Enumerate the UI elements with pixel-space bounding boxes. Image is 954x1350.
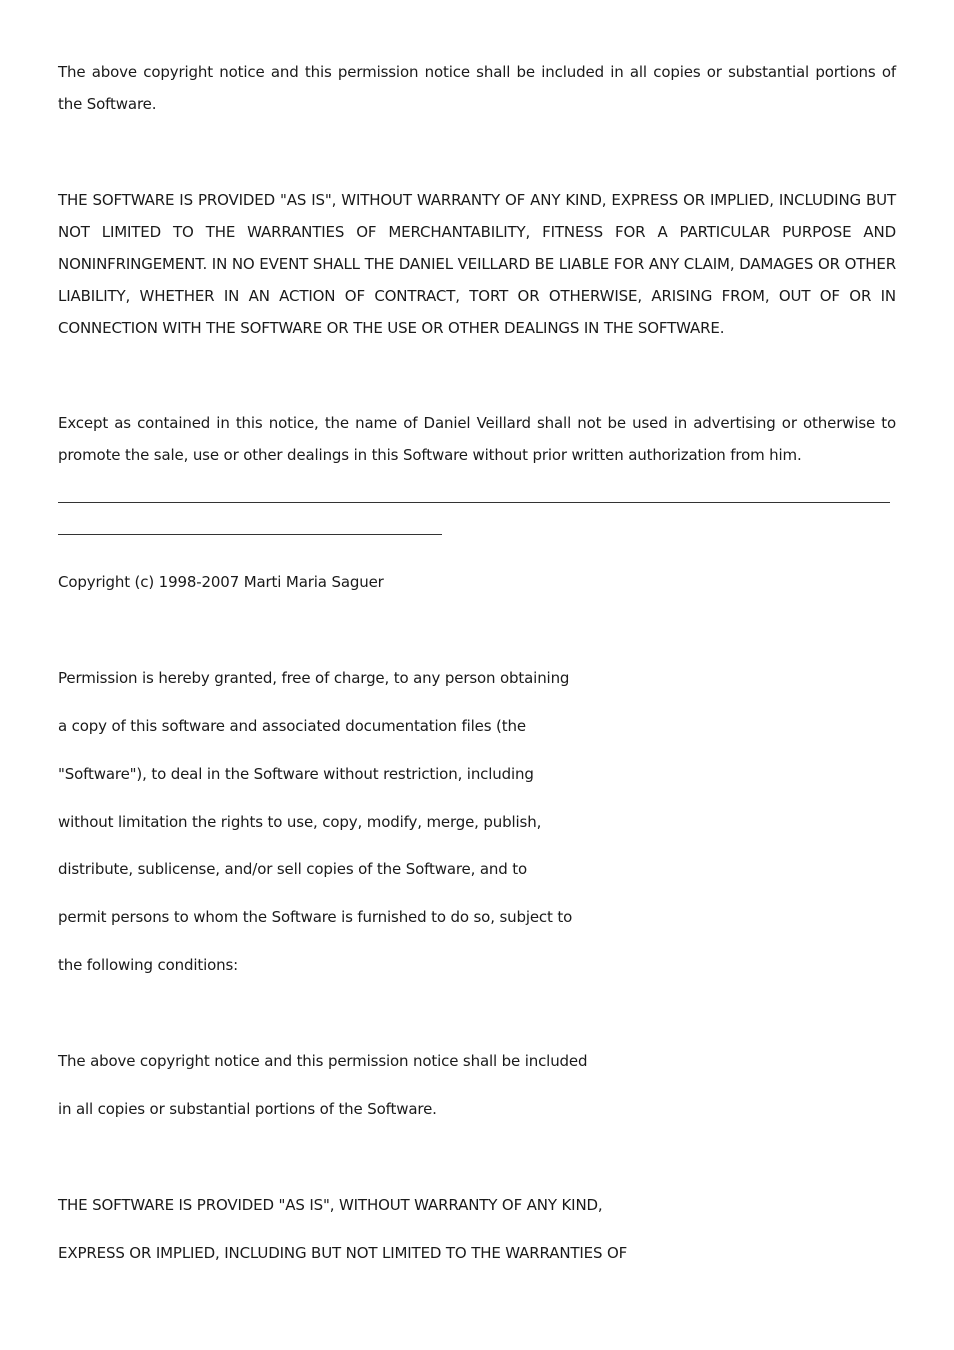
advertising-restriction-paragraph: Except as contained in this notice, the name of Daniel Veillard shall not be used in advertising or otherwise to promote the sale, use or other dealings in this Software without prior written authorization from him. (58, 414, 896, 464)
warranty-line: THE SOFTWARE IS PROVIDED "AS IS", WITHOUT WARRANTY OF ANY KIND, (58, 1196, 603, 1214)
saguer-copyright-line: Copyright (c) 1998-2007 Marti Maria Saguer (58, 573, 384, 591)
permission-line: Permission is hereby granted, free of charge, to any person obtaining (58, 669, 570, 687)
permission-line: "Software"), to deal in the Software without restriction, including (58, 765, 534, 783)
permission-line: a copy of this software and associated documentation files (the (58, 717, 526, 735)
permission-line: permit persons to whom the Software is furnished to do so, subject to (58, 908, 573, 926)
notice-line: The above copyright notice and this permission notice shall be included (58, 1052, 588, 1070)
permission-line: distribute, sublicense, and/or sell copies of the Software, and to (58, 860, 528, 878)
warranty-disclaimer-paragraph: THE SOFTWARE IS PROVIDED "AS IS", WITHOUT WARRANTY OF ANY KIND, EXPRESS OR IMPLIED, INCLUDING BUT NOT LIMITED TO THE WARRANTIES OF MERCHANTABILITY, FITNESS FOR A PARTICULAR PURPOSE AND NONINFRINGEMENT. IN NO EVENT SHALL THE DANIEL VEILLARD BE LIABLE FOR ANY CLAIM, DAMAGES OR OTHER LIABILITY, WHETHER IN AN ACTION OF CONTRACT, TORT OR OTHERWISE, ARISING FROM, OUT OF OR IN CONNECTION WITH THE SOFTWARE OR THE USE OR OTHER DEALINGS IN THE SOFTWARE. (58, 191, 896, 337)
copyright-notice-paragraph: The above copyright notice and this permission notice shall be included in all copies or substantial portions of the Software. (58, 63, 896, 113)
permission-line: the following conditions: (58, 956, 239, 974)
separator-line (58, 534, 442, 535)
separator-line (58, 502, 890, 503)
notice-line: in all copies or substantial portions of the Software. (58, 1100, 437, 1118)
warranty-line: EXPRESS OR IMPLIED, INCLUDING BUT NOT LIMITED TO THE WARRANTIES OF (58, 1244, 628, 1262)
permission-line: without limitation the rights to use, copy, modify, merge, publish, (58, 813, 542, 831)
